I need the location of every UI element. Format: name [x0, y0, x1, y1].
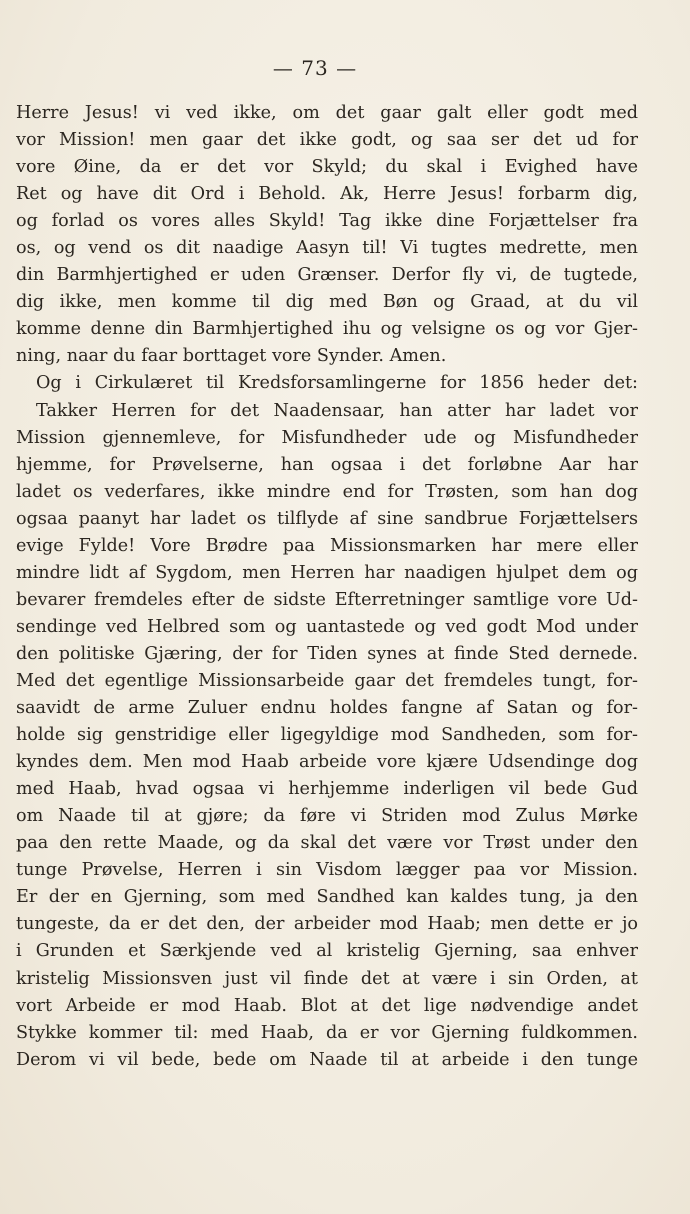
text-line: din Barmhjertighed er uden Grænser. Derfor fly vi, de tugtede,	[16, 265, 638, 286]
text-line: Takker Herren for det Naadensaar, han atter har ladet vor	[36, 400, 638, 421]
text-line: Er der en Gjerning, som med Sandhed kan kaldes tung, ja den	[16, 887, 638, 908]
text-line: Mission gjennemleve, for Misfundheder ude og Misfundheder	[16, 427, 638, 448]
text-line: os, og vend os dit naadige Aasyn til! Vi tugtes medrette, men	[16, 238, 638, 259]
text-line: bevarer fremdeles efter de sidste Efterretninger samtlige vore Ud-	[16, 589, 638, 610]
text-line: i Grunden et Særkjende ved al kristelig Gjerning, saa enhver	[16, 941, 638, 962]
text-line: paa den rette Maade, og da skal det være vor Trøst under den	[16, 833, 638, 854]
page-number: — 73 —	[272, 56, 358, 80]
text-line: tungeste, da er det den, der arbeider mod Haab; men dette er jo	[16, 914, 638, 935]
text-line: Ret og have dit Ord i Behold. Ak, Herre Jesus! forbarm dig,	[16, 184, 638, 205]
text-line: vort Arbeide er mod Haab. Blot at det lige nødvendige andet	[16, 995, 638, 1016]
text-line: saavidt de arme Zuluer endnu holdes fangne af Satan og for-	[16, 698, 638, 719]
body-text	[16, 100, 638, 1074]
text-line: vore Øine, da er det vor Skyld; du skal i Evighed have	[16, 157, 638, 178]
text-line: med Haab, hvad ogsaa vi herhjemme inderligen vil bede Gud	[16, 779, 638, 800]
text-line: Med det egentlige Missionsarbeide gaar det fremdeles tungt, for-	[16, 670, 638, 691]
text-line: holde sig genstridige eller ligegyldige mod Sandheden, som for-	[16, 725, 638, 746]
text-line: dig ikke, men komme til dig med Bøn og Graad, at du vil	[16, 292, 638, 313]
text-line: den politiske Gjæring, der for Tiden synes at finde Sted dernede.	[16, 643, 638, 664]
text-line: Herre Jesus! vi ved ikke, om det gaar galt eller godt med	[16, 103, 638, 123]
text-line: sendinge ved Helbred som og uantastede og ved godt Mod under	[16, 616, 638, 637]
text-line: ning, naar du faar borttaget vore Synder. Amen.	[16, 346, 447, 367]
text-line: tunge Prøvelse, Herren i sin Visdom lægger paa vor Mission.	[16, 860, 638, 881]
text-line: Stykke kommer til: med Haab, da er vor Gjerning fuldkommen.	[16, 1022, 638, 1043]
text-line: komme denne din Barmhjertighed ihu og velsigne os og vor Gjer-	[16, 319, 638, 340]
text-line: kristelig Missionsven just vil finde det at være i sin Orden, at	[16, 968, 638, 989]
text-line: ogsaa paanyt har ladet os tilflyde af sine sandbrue Forjættelsers	[16, 508, 638, 529]
text-line: mindre lidt af Sygdom, men Herren har naadigen hjulpet dem og	[16, 562, 638, 583]
text-line: om Naade til at gjøre; da føre vi Striden mod Zulus Mørke	[16, 806, 638, 827]
text-line: evige Fylde! Vore Brødre paa Missionsmarken har mere eller	[16, 535, 638, 556]
text-line: hjemme, for Prøvelserne, han ogsaa i det forløbne Aar har	[16, 454, 638, 475]
text-line: Og i Cirkulæret til Kredsforsamlingerne for 1856 heder det:	[36, 373, 638, 394]
text-line: kyndes dem. Men mod Haab arbeide vore kjære Udsendinge dog	[16, 752, 638, 773]
text-line: Derom vi vil bede, bede om Naade til at arbeide i den tunge	[16, 1049, 638, 1070]
text-line: vor Mission! men gaar det ikke godt, og saa ser det ud for	[16, 130, 638, 151]
text-line: og forlad os vores alles Skyld! Tag ikke dine Forjættelser fra	[16, 211, 638, 232]
text-line: ladet os vederfares, ikke mindre end for Trøsten, som han dog	[16, 481, 638, 502]
